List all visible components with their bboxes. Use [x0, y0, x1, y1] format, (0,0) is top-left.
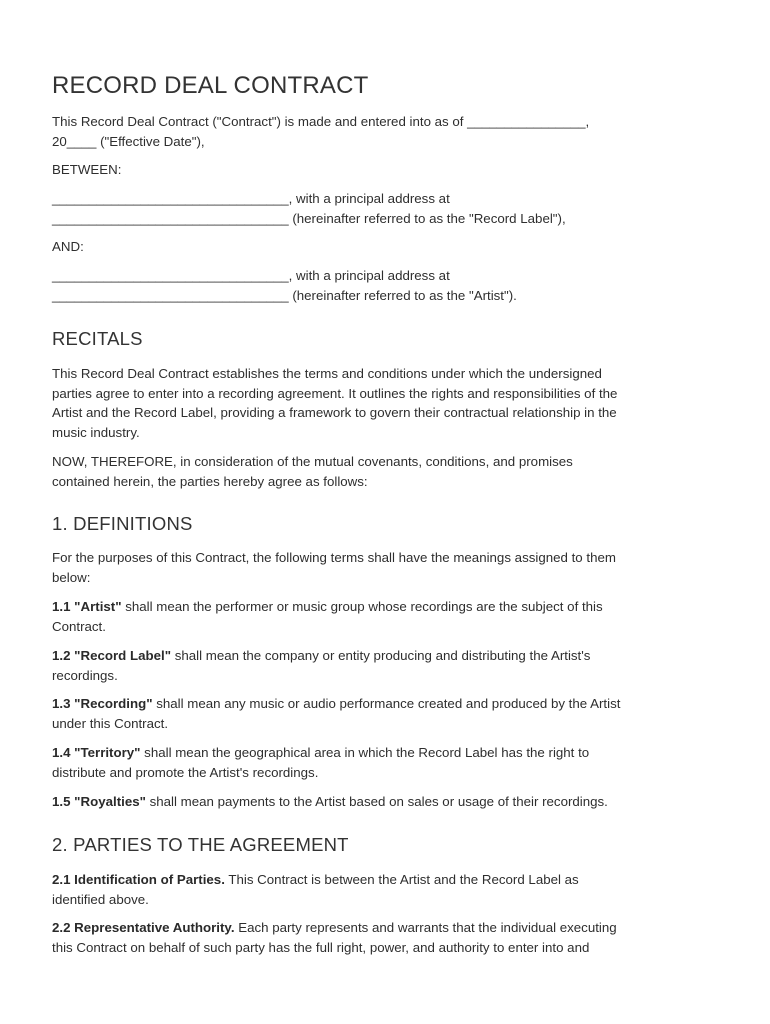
definition-text: shall mean any music or audio performance created and produced by the Artist: [152, 696, 621, 711]
parties-item-identification: [52, 870, 722, 909]
party2-line-2: ________________________________ (hereinafter referred to as the "Artist").: [52, 287, 517, 303]
and-label: [52, 237, 722, 257]
definitions-heading: 1. DEFINITIONS: [52, 513, 193, 534]
recitals-p1-line: This Record Deal Contract establishes the terms and conditions under which the undersigned: [52, 366, 602, 381]
definition-text-cont: recordings.: [52, 667, 118, 683]
recitals-p2-line: contained herein, the parties hereby agree as follows:: [52, 473, 368, 489]
clause-term: 2.1 Identification of Parties.: [52, 872, 225, 887]
definitions-intro: [52, 548, 722, 587]
recitals-p1-line: parties agree to enter into a recording agreement. It outlines the rights and responsibilities of the: [52, 385, 618, 401]
clause-text-cont: identified above.: [52, 891, 149, 907]
clause-text: Each party represents and warrants that the individual executing: [234, 920, 617, 935]
party-artist-block: [52, 266, 722, 305]
recitals-paragraph-2: [52, 452, 722, 491]
definition-term: 1.5 "Royalties": [52, 794, 146, 809]
party-record-label-block: [52, 189, 722, 228]
clause-term: 2.2 Representative Authority.: [52, 920, 235, 935]
definition-text: shall mean the performer or music group whose recordings are the subject of this: [121, 599, 603, 614]
recitals-p1-line: music industry.: [52, 424, 140, 440]
parties-heading: 2. PARTIES TO THE AGREEMENT: [52, 834, 349, 855]
definition-item-record-label: [52, 646, 722, 685]
definition-term: 1.4 "Territory": [52, 745, 141, 760]
definition-text: shall mean the geographical area in which the Record Label has the right to: [140, 745, 590, 760]
parties-item-authority: [52, 918, 722, 957]
definition-item-royalties: [52, 792, 722, 812]
definition-item-artist: [52, 597, 722, 636]
document-title: RECORD DEAL CONTRACT: [52, 72, 369, 99]
definition-term: 1.3 "Recording": [52, 696, 153, 711]
between-text: BETWEEN:: [52, 162, 122, 177]
party1-line-1: ________________________________, with a principal address at: [52, 191, 450, 206]
between-label: [52, 160, 722, 180]
definition-text-cont: under this Contract.: [52, 715, 169, 731]
recitals-p1-line: Artist and the Record Label, providing a framework to govern their contractual relationship in the: [52, 405, 617, 420]
definition-item-territory: [52, 743, 722, 782]
definition-text: shall mean the company or entity producing and distributing the Artist's: [171, 648, 591, 663]
definition-term: 1.2 "Record Label": [52, 648, 172, 663]
recitals-paragraph-1: [52, 364, 722, 442]
recitals-heading: RECITALS: [52, 328, 143, 349]
definition-term: 1.1 "Artist": [52, 599, 122, 614]
party1-line-2: ________________________________ (hereinafter referred to as the "Record Label"),: [52, 210, 566, 226]
definitions-intro-line: below:: [52, 569, 91, 585]
definitions-intro-line: For the purposes of this Contract, the following terms shall have the meanings assigned to them: [52, 550, 616, 565]
and-text: AND:: [52, 239, 84, 254]
definition-text-cont: Contract.: [52, 618, 106, 634]
intro-line-1: This Record Deal Contract ("Contract") is made and entered into as of ________________,: [52, 114, 590, 129]
recitals-p2-line: NOW, THEREFORE, in consideration of the mutual covenants, conditions, and promises: [52, 454, 573, 469]
intro-line-2: 20____ ("Effective Date"),: [52, 133, 205, 149]
party2-line-1: ________________________________, with a principal address at: [52, 268, 450, 283]
clause-text-cont: this Contract on behalf of such party has the full right, power, and authority to enter into and: [52, 939, 590, 955]
definition-item-recording: [52, 694, 722, 733]
intro-paragraph: [52, 112, 722, 151]
clause-text: This Contract is between the Artist and the Record Label as: [224, 872, 579, 887]
definition-text: shall mean payments to the Artist based on sales or usage of their recordings.: [145, 794, 608, 809]
definition-text-cont: distribute and promote the Artist's recordings.: [52, 764, 319, 780]
